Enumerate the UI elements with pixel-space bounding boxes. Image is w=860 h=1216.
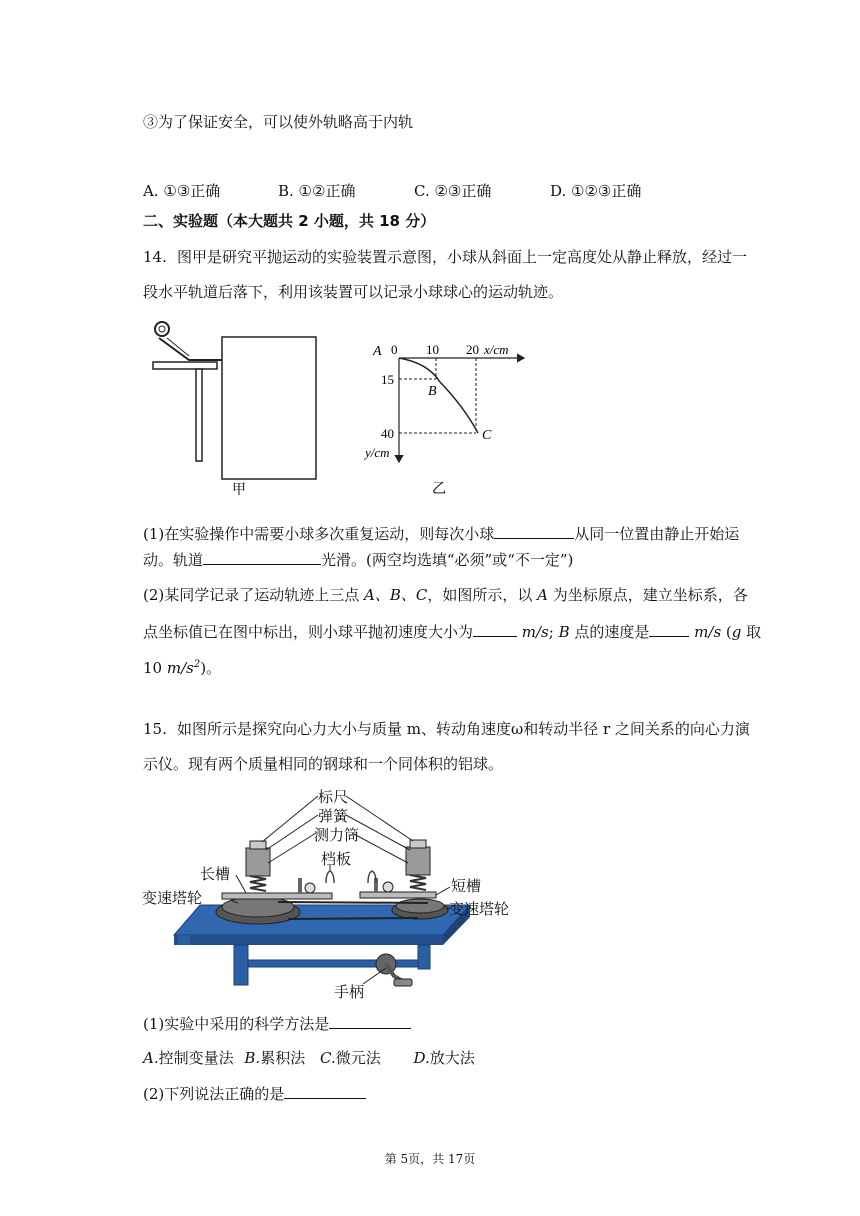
unit-2: m/s (689, 623, 722, 641)
trajectory (399, 358, 478, 433)
recording-board (222, 337, 316, 479)
q14-stem-line1 (143, 247, 747, 267)
label-right-pulley: 变速塔轮 (449, 902, 510, 918)
ball (155, 322, 169, 336)
g-unit-exponent: 2 (193, 659, 201, 670)
fig-yi-caption: 乙 (432, 482, 446, 497)
q14-p1-text-d: 光滑。(两空均选填“必须”或“不一定”) (321, 551, 574, 569)
page-footer: 第 5页，共 17页 (384, 1152, 476, 1166)
figure-jia (145, 316, 325, 501)
label-spring: 弹簧 (318, 809, 349, 825)
q14-number: 14. (143, 248, 167, 266)
label-tube: 测力筒 (314, 828, 360, 844)
blank-2[interactable] (203, 550, 321, 565)
label-baffle: 档板 (321, 852, 352, 868)
q14-part1-line1 (143, 524, 739, 544)
q14-p2-semi: ; (548, 623, 559, 641)
label-a: A (373, 344, 382, 359)
label-handle: 手柄 (334, 985, 365, 1001)
choice-a-letter: A. (143, 1049, 159, 1067)
q15-p2-text: (2)下列说法正确的是 (143, 1085, 285, 1103)
label-b: B (428, 384, 437, 399)
fig-jia-caption: 甲 (232, 483, 246, 498)
option-b: B. ①②正确 (278, 182, 356, 200)
table-top (153, 362, 217, 369)
q14-p1-text-c: 动。轨道 (143, 551, 204, 569)
q15-stem-text1: 如图所示是探究向心力大小与质量 m、转动角速度ω和转动半径 r 之间关系的向心力演 (177, 720, 750, 738)
blank-1[interactable] (494, 524, 574, 539)
label-long-slot: 长槽 (200, 867, 231, 883)
x-unit: x/cm (484, 342, 509, 357)
left-ball (305, 883, 315, 893)
label-short-slot: 短槽 (451, 879, 482, 895)
q14-p2-point-a: A (537, 586, 548, 604)
choice-d-text: 放大法 (429, 1049, 475, 1067)
option-d: D. ①②③正确 (550, 182, 642, 200)
q14-p2-text-c: 为坐标原点，建立坐标系，各 (548, 586, 748, 604)
choice-c-letter: C. (320, 1049, 336, 1067)
left-tube (246, 848, 270, 876)
blank-4[interactable] (649, 622, 689, 637)
section-title: 二、实验题（本大题共 2 小题，共 18 分） (143, 212, 436, 230)
figure-yi (362, 335, 532, 505)
option-c: C. ②③正确 (414, 182, 492, 200)
choice-a-text: 控制变量法 (158, 1049, 234, 1067)
choice-d-letter: D. (413, 1049, 430, 1067)
statement-3: ③为了保证安全，可以使外轨略高于内轨 (143, 113, 414, 131)
x-tick-0: 0 (391, 342, 398, 357)
long-slot (222, 893, 332, 899)
q14-part2-line2 (143, 622, 761, 642)
x-tick-10: 10 (426, 342, 439, 357)
left-front-leg (234, 945, 248, 985)
option-a: A. ①③正确 (143, 182, 221, 200)
q15-number: 15. (143, 720, 167, 738)
short-slot (360, 892, 436, 898)
q15-part2 (143, 1084, 366, 1104)
y-tick-15: 15 (381, 372, 394, 387)
q14-p2-text-f: 取 (741, 623, 762, 641)
q14-p2-point-b: B (558, 623, 570, 641)
blank-5[interactable] (329, 1014, 411, 1029)
q14-p2-points: A、B、C (364, 586, 428, 604)
label-c: C (482, 428, 492, 443)
q14-p2-end: )。 (200, 659, 222, 677)
centripetal-apparatus-figure (138, 785, 528, 1005)
right-ball (383, 882, 393, 892)
q15-choices (143, 1048, 475, 1068)
q14-part2-line3 (143, 655, 221, 678)
label-ruler: 标尺 (318, 790, 349, 806)
q14-p2-paren: ( (721, 623, 732, 641)
choice-b-letter: B. (244, 1049, 261, 1067)
q14-stem-text1: 图甲是研究平抛运动的实验装置示意图，小球从斜面上一定高度处从静止释放，经过一 (177, 248, 748, 266)
q15-part1 (143, 1014, 411, 1034)
q15-stem-line1 (143, 719, 750, 739)
table-leg (196, 369, 202, 461)
q14-stem-line2: 段水平轨道后落下，利用该装置可以记录小球球心的运动轨迹。 (143, 283, 564, 301)
q15-stem-line2: 示仪。现有两个质量相同的钢球和一个同体积的铝球。 (143, 755, 504, 773)
label-left-pulley: 变速塔轮 (142, 891, 203, 907)
q15-p1-text: (1)实验中采用的科学方法是 (143, 1015, 330, 1033)
q14-p2-text-e: 点的速度是 (569, 623, 650, 641)
g-symbol: g (731, 623, 742, 641)
choice-b-text: 累积法 (260, 1049, 306, 1067)
blank-6[interactable] (284, 1084, 366, 1099)
q14-p2-text-b: ，如图所示，以 (427, 586, 538, 604)
g-unit: m/s (166, 659, 194, 677)
unit-1: m/s (517, 623, 549, 641)
q14-p2-text-d: 点坐标值已在图中标出，则小球平抛初速度大小为 (143, 623, 474, 641)
q14-p1-text-b: 从同一位置由静止开始运 (574, 525, 740, 543)
x-tick-20: 20 (466, 342, 479, 357)
choice-c-text: 微元法 (335, 1049, 381, 1067)
right-tube (406, 847, 430, 875)
q14-part1-line2 (143, 550, 573, 570)
g-value: 10 (143, 659, 167, 677)
y-tick-40: 40 (381, 426, 394, 441)
q14-part2-line1 (143, 585, 748, 605)
y-unit: y/cm (365, 445, 390, 460)
blank-3[interactable] (473, 622, 517, 637)
q14-p1-text-a: (1)在实验操作中需要小球多次重复运动，则每次小球 (143, 525, 495, 543)
q14-p2-text-a: (2)某同学记录了运动轨迹上三点 (143, 586, 365, 604)
